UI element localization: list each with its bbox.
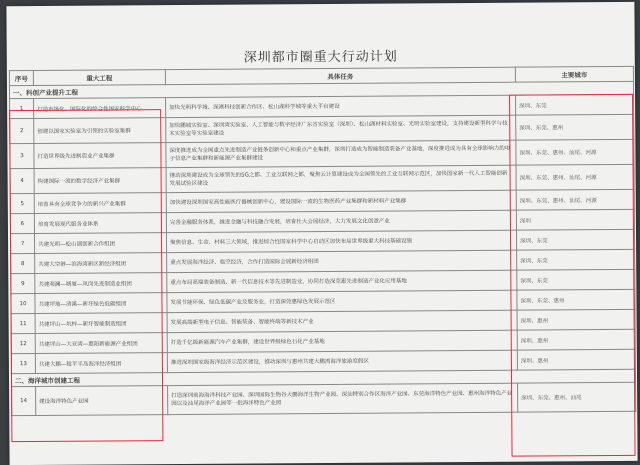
row-tasks: 重点发展海洋经济、临空经济，合作打造国际会展新经济组团 — [167, 250, 517, 272]
row-tasks: 完善金融服务体系，推进金融与科技融合发展，培育壮大会展经济，大力发展文化创意产业 — [166, 210, 516, 232]
row-cities: 深圳、惠州 — [517, 329, 635, 350]
row-cities: 深圳、东莞 — [517, 269, 635, 290]
row-tasks: 发展高端新型电子信息、智能装备、智能终端等新技术产业 — [167, 310, 517, 332]
row-project: 共建观澜—塘厦—凤岗先进制造业组团 — [35, 273, 167, 294]
section-label: 一、科创产业提升工程 — [9, 81, 633, 98]
row-cities: 深圳、东莞、惠州、汕尾 — [518, 382, 636, 412]
row-cities: 深圳、东莞 — [517, 249, 635, 270]
row-project: 构建国际一流的数字经济产业集群 — [34, 168, 166, 194]
header-project: 重大工程 — [33, 70, 165, 86]
row-seq: 6 — [10, 214, 34, 234]
row-seq: 8 — [11, 254, 35, 274]
header-seq: 序号 — [9, 71, 33, 86]
row-tasks: 聚焦信息、生命、材料三大领域，推进综合性国家科学中心启动区加快布局世界级重大科技基础设施 — [166, 230, 516, 252]
row-tasks: 打造深圳前海海洋科技产业园、深圳国际生物谷大鹏海洋生物产业园、深汕特别合作区海洋产业园、东莞海洋特色产业园、惠州海洋特色产业园以及汕尾海洋产业园等一批海洋特色产业园 — [168, 383, 518, 414]
row-project: 打造市场化、国际化的综合性国家科学中心 — [34, 98, 166, 119]
action-plan-table — [9, 66, 636, 416]
section-label: 二、海洋城市创建工程 — [11, 369, 635, 386]
row-project: 共建坪山—坑梓—新圩智能制造组团 — [35, 313, 167, 334]
row-cities: 深圳、东莞 — [516, 229, 634, 250]
row-project: 共建坪山—大亚湾—惠阳新能源产业组团 — [35, 333, 167, 354]
header-tasks: 具体任务 — [165, 67, 515, 84]
table-row — [12, 382, 636, 415]
row-project: 共建光明—松山湖创新合作组团 — [34, 233, 166, 254]
row-seq: 5 — [10, 194, 34, 214]
row-seq: 13 — [11, 354, 35, 374]
row-seq: 10 — [11, 294, 35, 314]
row-tasks: 推动深圳建设成为全球领先的5G之都、工业互联网之都，聚焦云计算建设成为全国领先的工业互联网示范区，加快国家新一代人工智能创新发展试验区建设 — [166, 165, 516, 192]
row-tasks: 加快鹏城实验室、深圳湾实验室、人工智能与数字经济广东省实验室（深圳）、松山湖材料实验室、光明实验室建设，支持建设新型科学与技术实验室等实验室建设 — [166, 115, 516, 142]
row-cities: 深圳、东莞、惠州 — [517, 289, 635, 310]
row-seq: 14 — [12, 387, 36, 416]
row-project: 共建大鹏—稔平半岛海洋经济组团 — [35, 353, 167, 374]
row-tasks: 推进深圳国家级海洋经济示范区建设，推动深圳与惠州共建大鹏湾海洋旅游度假区 — [167, 350, 517, 372]
row-project: 创建以国家实验室为引领的实验室集群 — [34, 118, 166, 144]
row-cities: 深圳、惠州 — [517, 349, 635, 370]
row-tasks: 发展节能环保、绿色低碳产业及服务业，打造深莞惠绿色发展示范区 — [167, 290, 517, 312]
row-cities: 深圳、东莞、惠州、汕尾、河源 — [516, 139, 634, 165]
row-tasks: 加快光明科学城、深港科技创新合作区、松山湖科学城等重大平台建设 — [166, 95, 516, 117]
document-page — [6, 2, 637, 465]
row-seq: 3 — [10, 144, 34, 169]
row-tasks: 深度推进成为全国重点先进制造产业链条创新中心和重点产业集群，深圳打造成为智能制造装备产业基地，深度推进成为具有全球影响力的电子信息产业集群和新能源产业集群建设 — [166, 140, 516, 167]
row-tasks: 重点布局高端装备制造、新一代信息技术等先进制造业，协同打造深莞惠先进制造产业化应用基地 — [167, 270, 517, 292]
row-cities: 深圳、惠州 — [517, 309, 635, 330]
row-cities: 深圳、东莞、惠州、汕尾、河源 — [516, 164, 634, 190]
row-project: 共建大空港—滨海湾新区新经济组团 — [35, 253, 167, 274]
row-cities: 深圳、东莞、惠州、汕尾、河源 — [516, 189, 634, 210]
row-tasks: 加快建设深圳国家高性能医疗器械创新中心，建设国际一流的生物医药产业集群和新材料产业集群 — [166, 190, 516, 212]
row-project: 建设海洋特色产业园 — [36, 386, 168, 416]
row-seq: 1 — [10, 99, 34, 119]
row-cities: 深圳、东莞、惠州 — [516, 114, 634, 140]
row-project: 培育具有全球竞争力的新兴产业集群 — [34, 193, 166, 214]
row-seq: 4 — [10, 169, 34, 194]
header-cities: 主要城市 — [515, 66, 633, 82]
page-title: 深圳都市圈重大行动计划 — [243, 49, 398, 66]
row-cities: 深圳 — [516, 209, 634, 230]
row-seq: 7 — [10, 234, 34, 254]
row-project: 打造世界级先进制造业产业集群 — [34, 143, 166, 169]
row-seq: 9 — [11, 274, 35, 294]
row-seq: 2 — [10, 119, 34, 144]
row-project: 共建坪地—清溪—新圩绿色低碳组团 — [35, 293, 167, 314]
row-tasks: 打造千亿级新能源汽车产业集群，建设世界级绿色石化产业基地 — [167, 330, 517, 352]
row-project: 培育发展现代服务业体系 — [34, 213, 166, 234]
row-seq: 11 — [11, 314, 35, 334]
row-cities: 深圳、东莞 — [516, 94, 634, 115]
row-seq: 12 — [11, 334, 35, 354]
